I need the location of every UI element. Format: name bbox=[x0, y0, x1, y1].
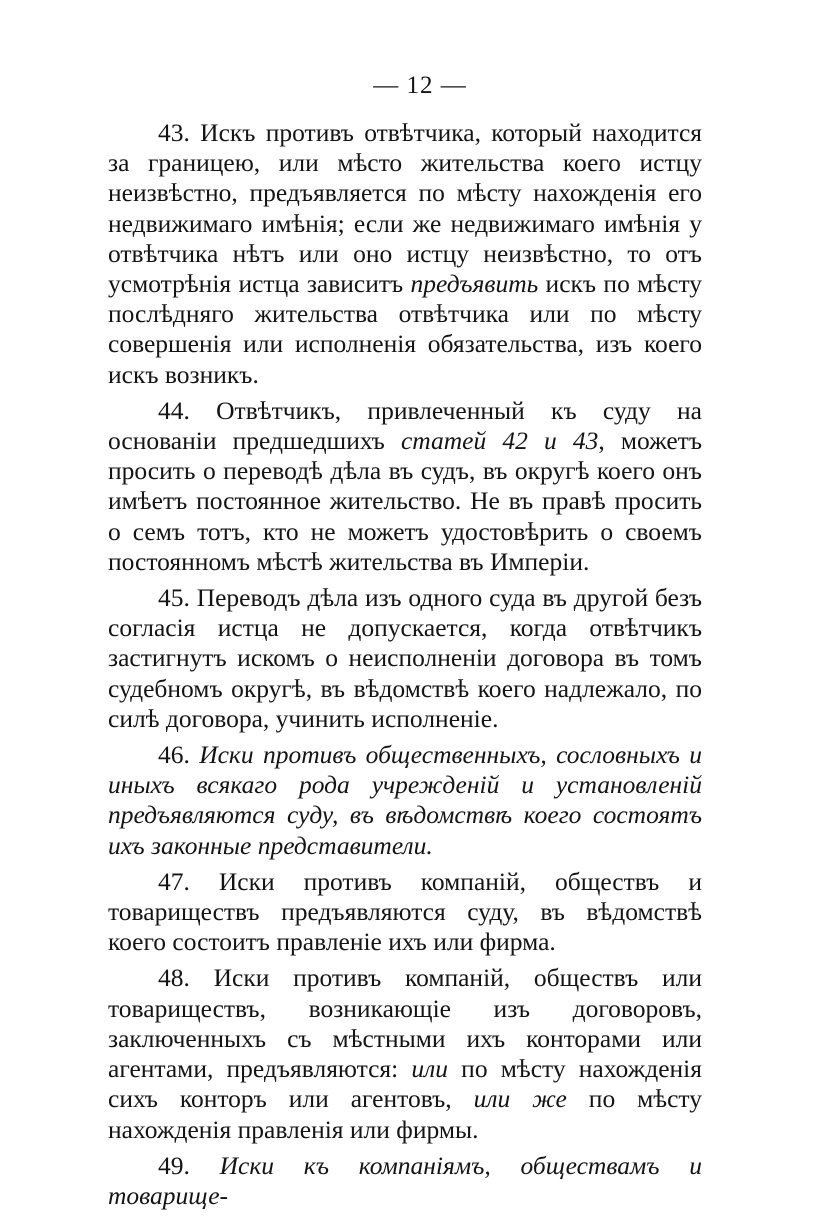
article-44 bbox=[108, 396, 702, 577]
article-text: Отвѣтчикъ, привлеченный къ суду на основаніи предшедшихъ bbox=[108, 395, 702, 456]
article-45 bbox=[108, 583, 702, 734]
article-number: 46. bbox=[158, 740, 190, 770]
page-number: — 12 — bbox=[373, 72, 467, 99]
article-text: Иски противъ компаній, обществъ и товариществъ предъявляются суду, въ вѣдомствѣ коего состоитъ правленіе ихъ или фирма. bbox=[108, 866, 702, 957]
article-text-italic: Иски къ компаніямъ, обществамъ и товарище- bbox=[108, 1150, 702, 1210]
article-text-italic: или же bbox=[473, 1084, 567, 1114]
article-number: 48. bbox=[158, 963, 190, 993]
article-text: по мѣсту нахожденія сихъ конторъ или агентовъ, bbox=[108, 1054, 702, 1114]
article-47 bbox=[108, 867, 702, 958]
article-48 bbox=[108, 963, 702, 1144]
article-text: Переводъ дѣла изъ одного суда въ другой безъ согласія истца не допускается, когда отвѣтчикъ застигнутъ искомъ о неисполненіи договора въ томъ судебномъ округѣ, въ вѣдомствѣ коего надлежало, по силѣ договора, учинить исполненіе. bbox=[108, 583, 702, 733]
article-text-italic: Иски противъ общественныхъ, сословныхъ и иныхъ всякаго рода учрежденій и установленій предъявляются суду, въ вѣдомствѣ коего состоятъ ихъ законные представители. bbox=[108, 740, 702, 860]
article-text: по мѣсту нахожденія правленія или фирмы. bbox=[108, 1084, 702, 1144]
article-49 bbox=[108, 1151, 702, 1211]
article-43 bbox=[108, 118, 702, 390]
article-number: 44. bbox=[158, 395, 190, 425]
article-number: 49. bbox=[158, 1150, 190, 1180]
article-number: 45. bbox=[158, 583, 190, 613]
article-text: Искъ противъ отвѣтчика, который находится за границею, или мѣсто жительства коего истцу неизвѣстно, предъявляется по мѣсту нахожденія его недвижимаго имѣнія; если же недвижимаго имѣнія у отвѣтчика нѣтъ или оно истцу неизвѣстно, то отъ усмотрѣнія истца зависитъ bbox=[108, 118, 702, 299]
article-text: , можетъ просить о переводѣ дѣла въ судъ, въ округѣ коего онъ имѣетъ постоянное жительство. Не въ правѣ просить о семъ тотъ, кто не можетъ удостовѣрить о своемъ постоянномъ мѣстѣ жительства въ Имперіи. bbox=[108, 426, 703, 576]
article-number: 43. bbox=[158, 118, 190, 147]
article-text-italic: или bbox=[411, 1054, 449, 1084]
article-text-italic: предъявить bbox=[410, 269, 539, 299]
article-text-italic: статей 42 и 43 bbox=[400, 426, 599, 456]
article-text: искъ по мѣсту послѣдняго жительства отвѣтчика или по мѣсту совершенія или исполненія обязательства, изъ коего искъ возникъ. bbox=[108, 269, 702, 389]
article-46 bbox=[108, 740, 702, 861]
article-number: 47. bbox=[158, 866, 190, 896]
body-text bbox=[108, 118, 702, 1217]
article-text: Иски противъ компаній, обществъ или товариществъ, возникающіе изъ договоровъ, заключенныхъ съ мѣстными ихъ конторами или агентами, предъявляются: bbox=[108, 963, 702, 1084]
